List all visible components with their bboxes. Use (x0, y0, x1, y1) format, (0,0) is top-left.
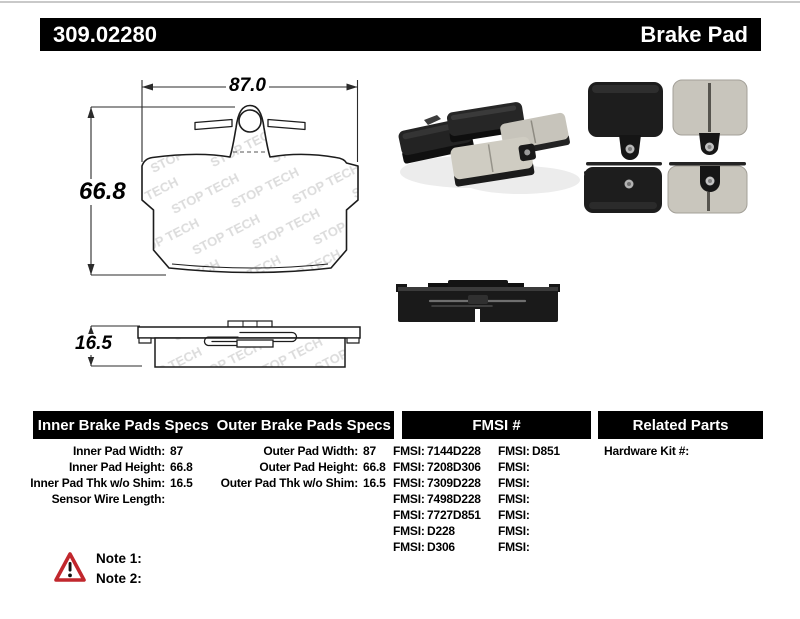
inner-specs-header: Inner Brake Pads Specs (37, 416, 209, 434)
spec-row (30, 491, 193, 507)
product-title: Brake Pad (640, 21, 748, 47)
thickness-dimension-label: 16.5 (72, 334, 115, 355)
inner-specs-column (30, 443, 193, 507)
related-parts-column (604, 443, 694, 459)
spec-row (212, 475, 386, 491)
spec-label: Sensor Wire Length: (51, 492, 165, 506)
fmsi-value: 7208D306 (427, 460, 481, 474)
pad-side-view (138, 321, 360, 367)
spec-row (212, 443, 386, 459)
photo-pad-side (396, 280, 560, 322)
spec-label: Outer Pad Width: (263, 444, 358, 458)
outer-specs-header: Outer Brake Pads Specs (216, 416, 391, 434)
spec-value: 66.8 (363, 460, 386, 474)
fmsi-row (393, 491, 560, 507)
fmsi-label: FMSI: (393, 476, 425, 490)
spec-row (30, 459, 193, 475)
spec-row (212, 459, 386, 475)
fmsi-value: D228 (427, 524, 455, 538)
note-1: Note 1: (96, 551, 142, 566)
left-wing-clip (195, 120, 232, 130)
header-bar (40, 18, 761, 51)
spec-label: Outer Pad Height: (259, 460, 358, 474)
spec-label: Inner Pad Height: (69, 460, 165, 474)
spec-label: Inner Pad Thk w/o Shim: (30, 476, 165, 490)
tab-edge (228, 321, 272, 327)
fmsi-label: FMSI: (498, 460, 530, 474)
photo-pads-flat (584, 80, 747, 213)
fmsi-label: FMSI: (498, 444, 530, 458)
photo-pads-perspective (397, 101, 580, 194)
related-parts-header-bar: Related Parts (598, 411, 763, 439)
fmsi-label: FMSI: (498, 492, 530, 506)
product-photos (390, 70, 760, 335)
specs-header-bar (33, 411, 394, 439)
spec-value: 16.5 (170, 476, 193, 490)
pad-front-view (142, 106, 358, 273)
fmsi-label: FMSI: (393, 492, 425, 506)
right-wing-clip (268, 120, 305, 130)
note-2: Note 2: (96, 571, 142, 586)
fmsi-column (393, 443, 560, 555)
fmsi-row (393, 539, 560, 555)
fmsi-row (393, 459, 560, 475)
spec-value: 87 (170, 444, 183, 458)
mounting-hole (239, 110, 261, 132)
spec-label: Inner Pad Width: (72, 444, 165, 458)
height-dimension-label: 66.8 (76, 179, 129, 205)
fmsi-header-bar: FMSI # (402, 411, 591, 439)
fmsi-label: FMSI: (498, 524, 530, 538)
width-dimension-label: 87.0 (226, 76, 269, 97)
spec-value: 66.8 (170, 460, 193, 474)
fmsi-row (393, 523, 560, 539)
fmsi-value: D306 (427, 540, 455, 554)
fmsi-row (393, 507, 560, 523)
part-number: 309.02280 (53, 21, 157, 47)
spec-label: Outer Pad Thk w/o Shim: (220, 476, 358, 490)
related-row (604, 443, 694, 459)
spec-value: 87 (363, 444, 376, 458)
spec-value: 16.5 (363, 476, 386, 490)
fmsi-label: FMSI: (393, 444, 425, 458)
fmsi-label: FMSI: (393, 508, 425, 522)
fmsi-label: FMSI: (393, 540, 425, 554)
fmsi-label: FMSI: (498, 540, 530, 554)
fmsi-row (393, 475, 560, 491)
outer-specs-column (212, 443, 386, 491)
related-label: Hardware Kit #: (604, 444, 690, 458)
fmsi-row (393, 443, 560, 459)
fmsi-label: FMSI: (393, 524, 425, 538)
fmsi-label: FMSI: (393, 460, 425, 474)
spec-row (30, 475, 193, 491)
fmsi-value: 7144D228 (427, 444, 481, 458)
page-top-divider (0, 1, 800, 3)
fmsi-label: FMSI: (498, 476, 530, 490)
fmsi-value: 7309D228 (427, 476, 481, 490)
fmsi-value: 7498D228 (427, 492, 481, 506)
fmsi-value: D851 (532, 444, 560, 458)
fmsi-label: FMSI: (498, 508, 530, 522)
fmsi-value: 7727D851 (427, 508, 481, 522)
warning-icon (52, 550, 88, 586)
spec-row (30, 443, 193, 459)
